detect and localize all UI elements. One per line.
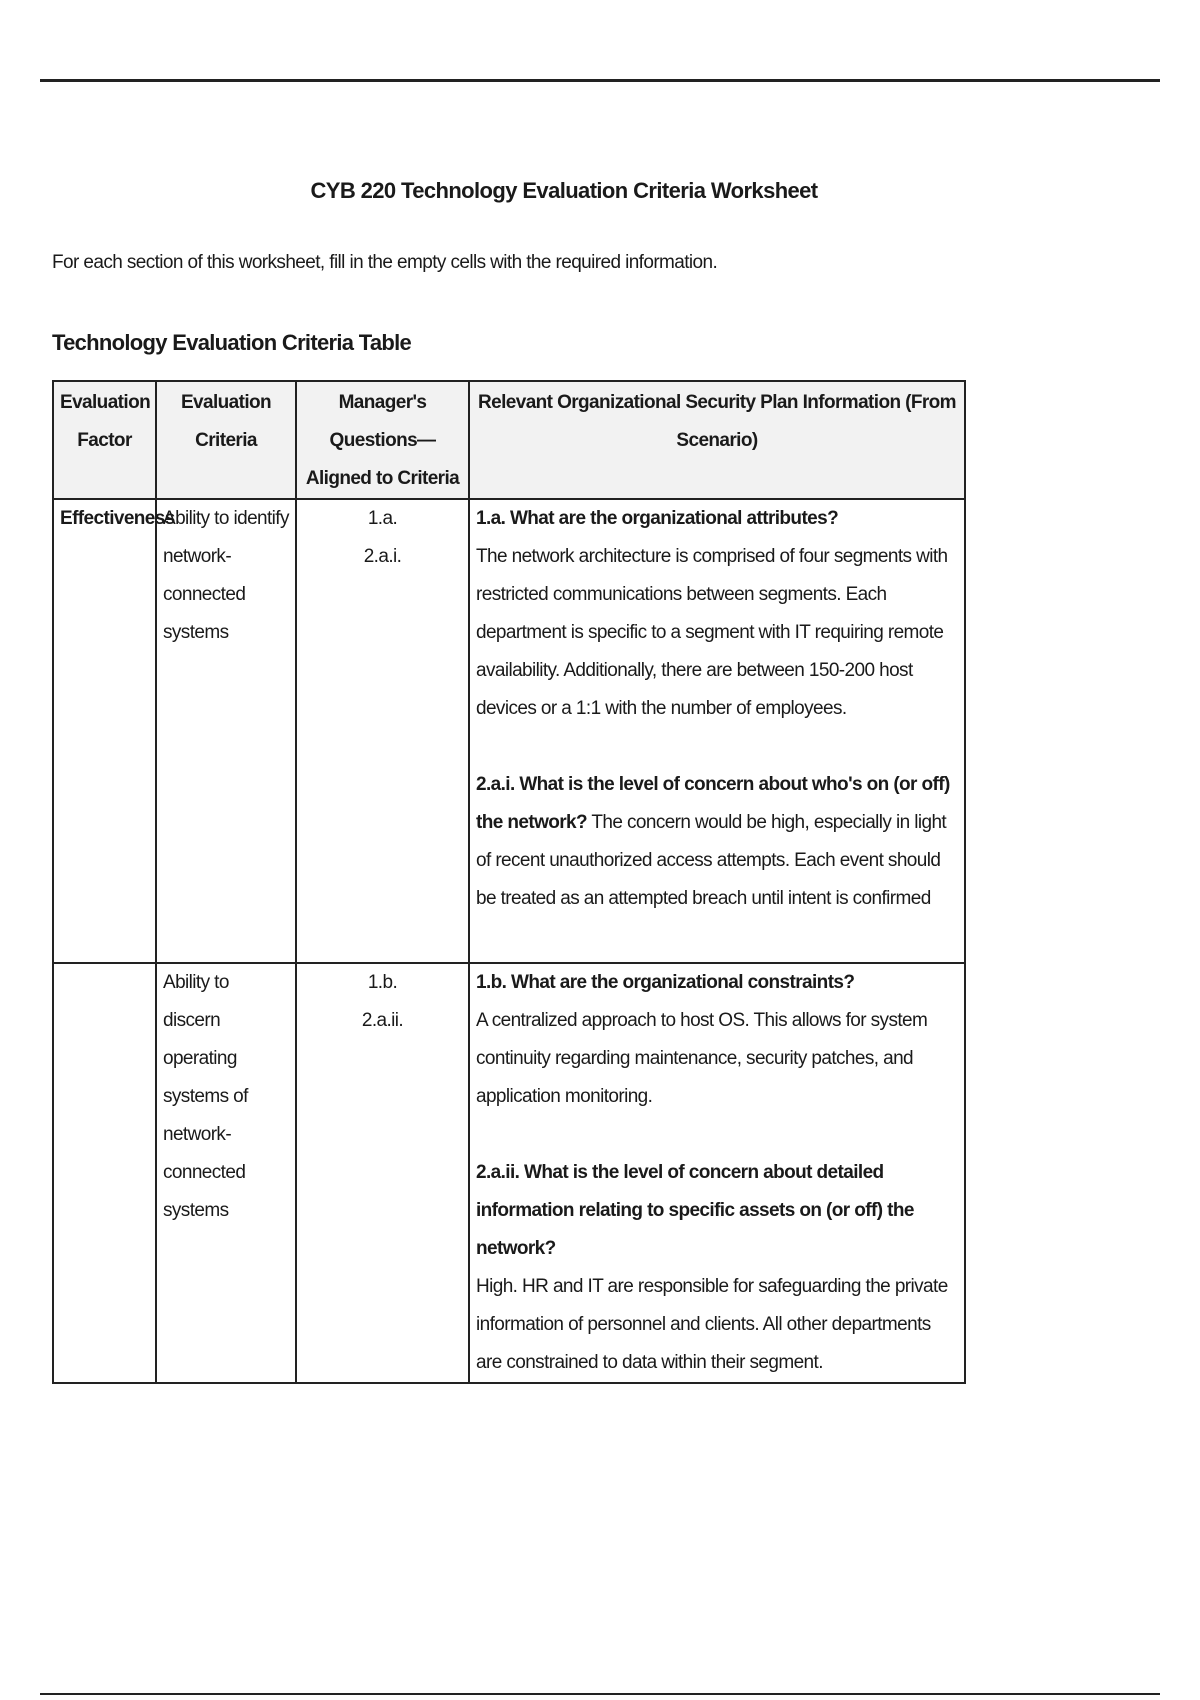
top-rule <box>40 79 1160 82</box>
instructions-text: For each section of this worksheet, fill in the empty cells with the required information. <box>52 252 718 273</box>
info-paragraph <box>476 964 958 1116</box>
cell-evaluation-factor <box>53 963 156 1383</box>
info-paragraph <box>476 500 958 728</box>
cell-relevant-information <box>469 499 965 963</box>
header-evaluation-factor <box>53 381 156 499</box>
header-factor-line2: Factor <box>77 430 132 451</box>
answer-text: The network architecture is comprised of four segments with restricted communications between segments. Each department is specific to a segment with IT requiring remote availability. Additionally, there are between 150-200 host devices or a 1:1 with the number of employees. <box>476 546 948 719</box>
cell-relevant-information <box>469 963 965 1383</box>
cell-evaluation-criteria: Ability to discern operating systems of network-connected systems <box>156 963 296 1383</box>
table-row <box>53 499 965 963</box>
header-relevant-information: Relevant Organizational Security Plan Information (From Scenario) <box>469 381 965 499</box>
info-paragraph <box>476 1154 958 1382</box>
question-heading: 2.a.i. What is the level of concern about who's on (or off) the network? <box>476 774 950 833</box>
table-row <box>53 963 965 1383</box>
bottom-rule <box>40 1693 1160 1695</box>
cell-evaluation-criteria: Ability to identify network-connected systems <box>156 499 296 963</box>
table-heading: Technology Evaluation Criteria Table <box>52 330 412 355</box>
header-questions-line2: Aligned to Criteria <box>305 468 460 489</box>
question-ref: 2.a.i. <box>363 546 402 567</box>
header-evaluation-criteria: Evaluation Criteria <box>156 381 296 499</box>
question-heading: 1.a. What are the organizational attributes? <box>476 508 839 529</box>
cell-managers-questions <box>296 963 469 1383</box>
cell-managers-questions <box>296 499 469 963</box>
question-heading: 1.b. What are the organizational constraints? <box>476 972 855 993</box>
answer-text: A centralized approach to host OS. This allows for system continuity regarding maintenance, security patches, and application monitoring. <box>476 1010 928 1107</box>
table-header-row <box>53 381 965 499</box>
header-managers-questions <box>296 381 469 499</box>
header-factor-line1: Evaluation <box>60 392 151 413</box>
info-paragraph <box>476 766 958 918</box>
cell-evaluation-factor: Effectiveness <box>53 499 156 963</box>
question-heading: 2.a.ii. What is the level of concern about detailed information relating to specific assets on (or off) the network? <box>476 1162 914 1259</box>
answer-text: High. HR and IT are responsible for safeguarding the private information of personnel and clients. All other departments are constrained to data within their segment. <box>476 1276 948 1373</box>
question-ref: 1.b. <box>367 972 398 993</box>
evaluation-criteria-table <box>52 380 966 1384</box>
header-questions-line1: Manager's Questions— <box>329 392 436 451</box>
question-ref: 1.a. <box>367 508 398 529</box>
document-title: CYB 220 Technology Evaluation Criteria Worksheet <box>310 178 818 203</box>
answer-text: The concern would be high, especially in light of recent unauthorized access attempts. Each event should be treated as an attempted breach until intent is confirmed <box>476 812 947 909</box>
question-ref: 2.a.ii. <box>361 1010 404 1031</box>
